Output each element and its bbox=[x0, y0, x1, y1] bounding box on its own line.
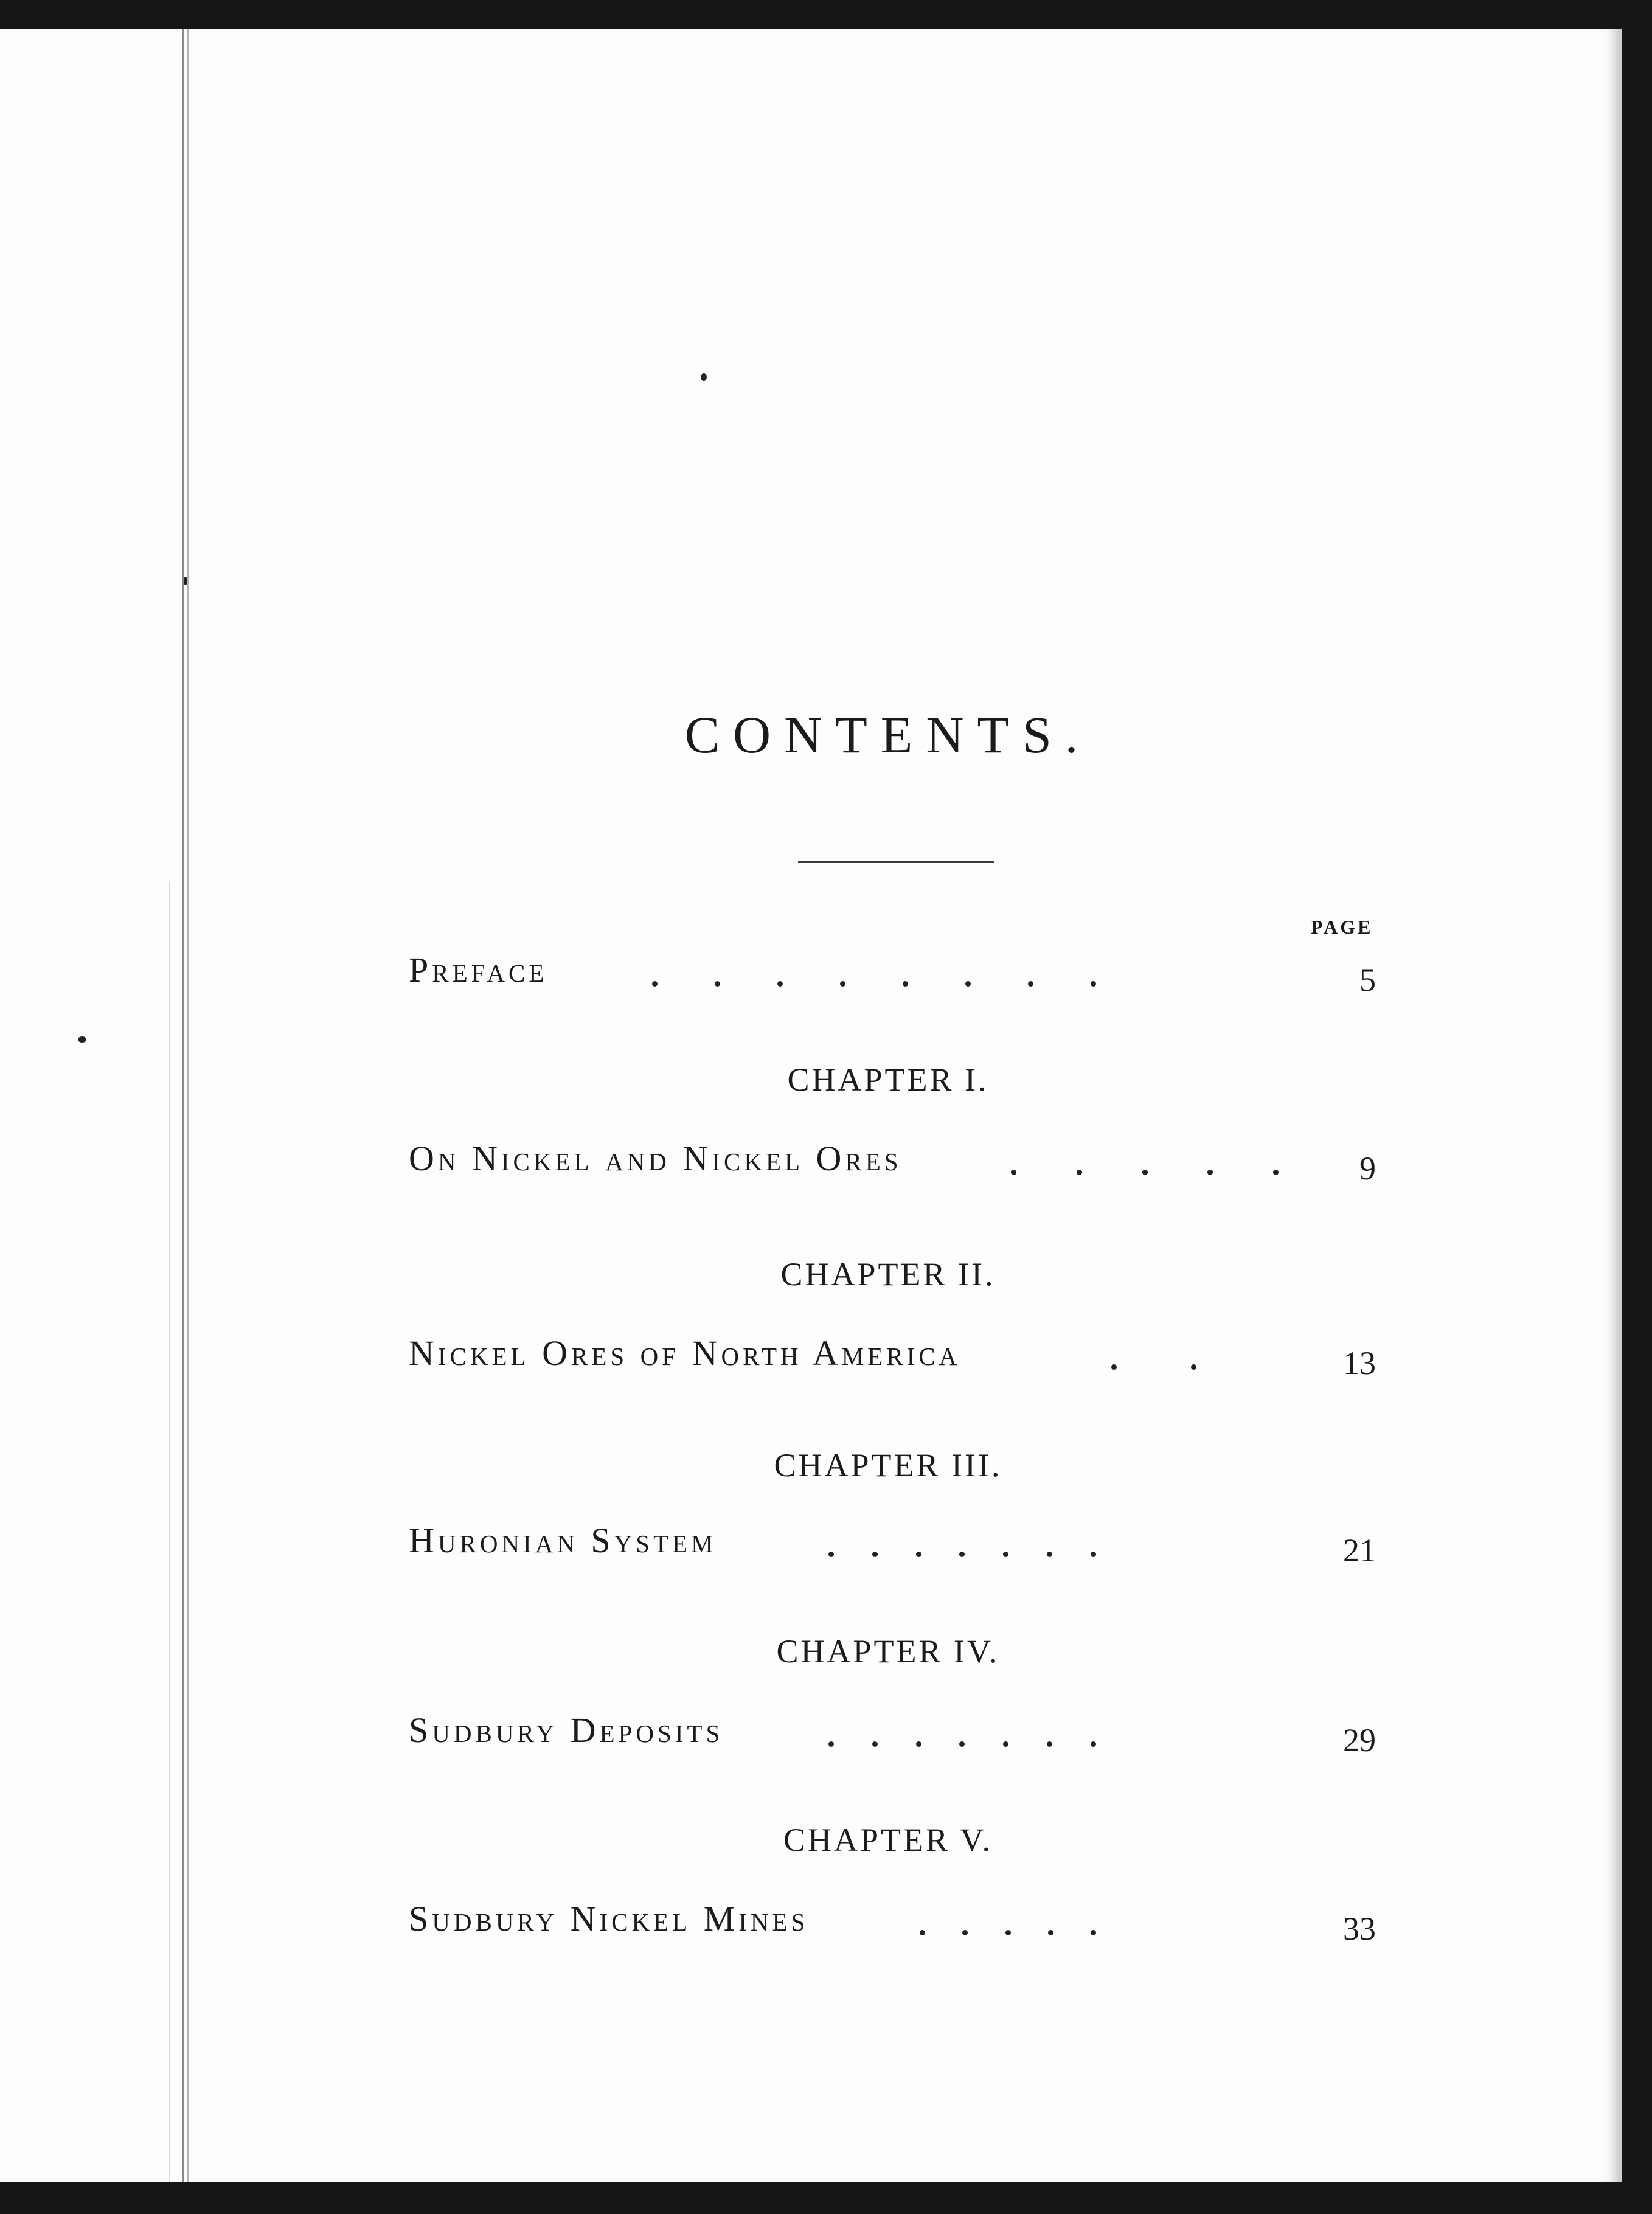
dot-leader bbox=[1111, 1364, 1196, 1370]
dot-leader bbox=[828, 1552, 1096, 1557]
chapter-heading-3: CHAPTER III. bbox=[774, 1447, 1002, 1484]
title-rule bbox=[798, 861, 994, 863]
dot-leader bbox=[920, 1930, 1096, 1935]
toc-entry-title: On Nickel and Nickel Ores bbox=[409, 1139, 902, 1178]
toc-entry-page: 13 bbox=[1343, 1345, 1376, 1381]
chapter-heading-4: CHAPTER IV. bbox=[776, 1633, 1000, 1670]
toc-entry-page: 33 bbox=[1343, 1910, 1376, 1947]
dot-leader bbox=[1011, 1170, 1279, 1175]
toc-entry-title: Nickel Ores of North America bbox=[409, 1333, 961, 1373]
toc-entry-title: Preface bbox=[409, 950, 548, 990]
toc-entry-page: 21 bbox=[1343, 1532, 1376, 1569]
toc-entry-preface[interactable] bbox=[409, 935, 1376, 998]
toc-entry-chapter-4[interactable] bbox=[409, 1696, 1376, 1758]
dot-leader bbox=[652, 981, 1096, 987]
chapter-heading-2: CHAPTER II. bbox=[780, 1256, 996, 1293]
toc-entry-title: Sudbury Deposits bbox=[409, 1710, 724, 1750]
dot-leader bbox=[828, 1741, 1096, 1747]
toc-entry-title: Huronian System bbox=[409, 1521, 717, 1560]
ink-speck bbox=[184, 577, 187, 585]
ink-speck bbox=[78, 1036, 86, 1043]
toc-entry-page: 29 bbox=[1343, 1722, 1376, 1758]
toc-entry-chapter-5[interactable] bbox=[409, 1884, 1376, 1947]
gutter-line bbox=[187, 29, 189, 2182]
page-column-header: PAGE bbox=[1311, 916, 1373, 938]
toc-entry-chapter-1[interactable] bbox=[409, 1124, 1376, 1187]
toc-entry-chapter-2[interactable] bbox=[409, 1319, 1376, 1381]
contents-title: CONTENTS. bbox=[684, 706, 1092, 764]
gutter-line bbox=[182, 29, 184, 2182]
book-page bbox=[0, 29, 1622, 2182]
toc-entry-page: 9 bbox=[1359, 1150, 1376, 1187]
chapter-heading-5: CHAPTER V. bbox=[783, 1822, 993, 1858]
toc-entry-page: 5 bbox=[1359, 962, 1376, 998]
toc-entry-title: Sudbury Nickel Mines bbox=[409, 1899, 809, 1938]
toc-entry-chapter-3[interactable] bbox=[409, 1506, 1376, 1569]
chapter-heading-1: CHAPTER I. bbox=[787, 1061, 989, 1098]
ink-speck bbox=[701, 373, 707, 381]
